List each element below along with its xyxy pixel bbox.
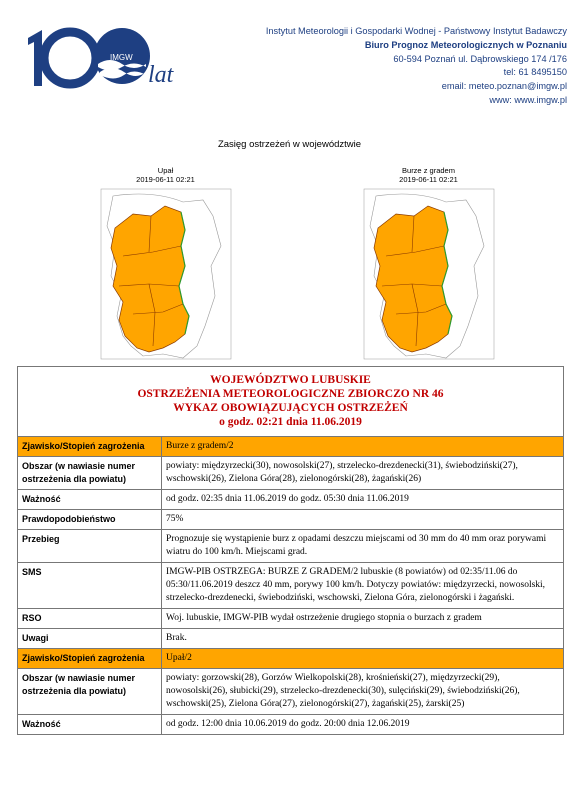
map-storms-label: Burze z gradem	[402, 166, 455, 175]
row-label: RSO	[18, 609, 162, 629]
row-label: Zjawisko/Stopień zagrożenia	[18, 437, 162, 457]
table-heading	[18, 367, 564, 437]
table-row	[18, 669, 564, 715]
map-storms-image	[356, 186, 501, 366]
table-row	[18, 490, 564, 510]
heading-line-3: WYKAZ OBOWIĄZUJĄCYCH OSTRZEŻEŃ	[173, 402, 408, 414]
logo-inner-text: IMGW	[110, 53, 133, 62]
heading-line-4: o godz. 02:21 dnia 11.06.2019	[219, 416, 362, 428]
row-label: Przebieg	[18, 530, 162, 563]
row-value: powiaty: gorzowski(28), Gorzów Wielkopolski(28), krośnieński(27), międzyrzecki(29), nowosolski(26), słubicki(29), strzelecko-drezdenecki(30), sulęciński(29), świebodziński(26), wschowski(25), Zielona Góra(27), zielonogórski(27), żagański(25), żarski(25)	[162, 669, 564, 715]
logo-suffix: lat	[148, 62, 174, 88]
row-value: IMGW-PIB OSTRZEGA: BURZE Z GRADEM/2 lubuskie (8 powiatów) od 02:35/11.06 do 05:30/11.06.2019 deszcz 40 mm, porywy 100 km/h. Dotyczy powiatów: międzyrzecki, nowosolski, strzelecko-drezdenecki, świebodziński, wschowski, Zielona Góra, zielonogórski i żagański.	[162, 563, 564, 609]
map-heat	[93, 166, 238, 366]
row-label: Obszar (w nawiasie numer ostrzeżenia dla powiatu)	[18, 669, 162, 715]
row-value: od godz. 12:00 dnia 10.06.2019 do godz. 20:00 dnia 12.06.2019	[162, 715, 564, 735]
row-label: Obszar (w nawiasie numer ostrzeżenia dla powiatu)	[18, 457, 162, 490]
email: email: meteo.poznan@imgw.pl	[441, 81, 567, 92]
institute-header	[266, 25, 567, 108]
heading-line-1: WOJEWÓDZTWO LUBUSKIE	[210, 374, 371, 386]
row-value: Prognozuje się wystąpienie burz z opadami deszczu miejscami od 30 mm do 40 mm oraz porywami wiatru do 100 km/h. Miejscami grad.	[162, 530, 564, 563]
table-heading-row	[18, 367, 564, 437]
warnings-table	[17, 366, 564, 735]
map-heat-date: 2019-06-11 02:21	[136, 175, 195, 184]
row-value: 75%	[162, 510, 564, 530]
map-storms	[356, 166, 501, 366]
table-row	[18, 609, 564, 629]
row-value: powiaty: międzyrzecki(30), nowosolski(27), strzelecko-drezdenecki(31), świebodziński(27), wschowski(26), Zielona Góra(28), zielonogórski(28), żagański(26)	[162, 457, 564, 490]
imgw-100-years-logo	[22, 26, 202, 96]
maps-title: Zasięg ostrzeżeń w województwie	[217, 139, 362, 150]
office-name: Biuro Prognoz Meteorologicznych w Poznaniu	[364, 39, 567, 50]
table-row	[18, 563, 564, 609]
row-value: Brak.	[162, 629, 564, 649]
heading-line-2: OSTRZEŻENIA METEOROLOGICZNE ZBIORCZO NR 46	[137, 388, 444, 400]
website: www: www.imgw.pl	[489, 94, 567, 105]
row-value: Woj. lubuskie, IMGW-PIB wydał ostrzeżenie drugiego stopnia o burzach z gradem	[162, 609, 564, 629]
table-row	[18, 510, 564, 530]
table-row	[18, 649, 564, 669]
address: 60-594 Poznań ul. Dąbrowskiego 174 /176	[393, 53, 567, 64]
row-label: Ważność	[18, 490, 162, 510]
phone: tel: 61 8495150	[503, 67, 567, 78]
row-label: Zjawisko/Stopień zagrożenia	[18, 649, 162, 669]
row-label: Ważność	[18, 715, 162, 735]
row-value: Upał/2	[162, 649, 564, 669]
table-row	[18, 457, 564, 490]
row-label: SMS	[18, 563, 162, 609]
institute-name: Instytut Meteorologii i Gospodarki Wodnej - Państwowy Instytut Badawczy	[265, 26, 567, 36]
row-value: Burze z gradem/2	[162, 437, 564, 457]
table-row	[18, 437, 564, 457]
map-heat-image	[93, 186, 238, 366]
map-storms-date: 2019-06-11 02:21	[399, 175, 458, 184]
table-row	[18, 530, 564, 563]
row-value: od godz. 02:35 dnia 11.06.2019 do godz. 05:30 dnia 11.06.2019	[162, 490, 564, 510]
map-heat-label: Upał	[157, 166, 174, 175]
table-row	[18, 629, 564, 649]
table-row	[18, 715, 564, 735]
row-label: Prawdopodobieństwo	[18, 510, 162, 530]
row-label: Uwagi	[18, 629, 162, 649]
